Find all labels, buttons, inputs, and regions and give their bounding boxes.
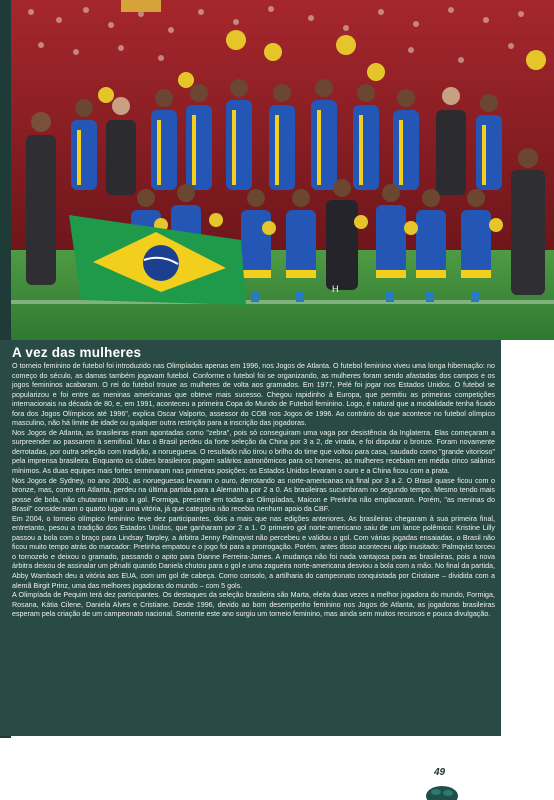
publisher-logo-icon (424, 780, 460, 800)
article-paragraph-2: Nos Jogos de Atlanta, as brasileiras eram apontadas como "zebra", pois só conseguiram uma vaga por desistência da Inglaterra. Elas começaram a surpreender ao passarem à semifinal. Mas o Brasil perdeu da forte seleção da China por 3 a 2, de virada, e foi disputar o bronze. Foram novamente derrotadas, por outra seleção com tradição, a norueguesa. O resultado não tirou o brilho do time que voltou para casa, saudado como "grande vitorioso" pela imprensa brasileira. Enquanto os clubes brasileiros pagam salários astronômicos para os homens, as mulheres recebiam em média cinco salários mínimos. As duas equipes mais fortes terminaram nas primeiras posições: os Estados Unidos levaram o ouro e a China ficou com a prata. (12, 428, 495, 476)
article-paragraph-3: Nos Jogos de Sydney, no ano 2000, as norueguesas levaram o ouro, derrotando as norte-americanas na final por 3 a 2. O Brasil quase ficou com o bronze, mas, como em Atlanta, perdeu na última partida para a Alemanha por 2 a 0. As brasileiras sucumbiram no segundo tempo. Mesmo tendo mais posse de bola, não chutaram muito a gol. Formiga, presente em todas as Olimpíadas, Maicon e Pretinha não emplacaram. Porém, "as meninas do Brasil" consideraram o quarto lugar uma vitória, já que categoria não recebia nenhum apoio da CBF. (12, 476, 495, 514)
article-paragraph-5: A Olimpíada de Pequim terá dez participantes. Os destaques da seleção brasileira são Marta, eleita duas vezes a melhor jogadora do mundo, Formiga, Rosana, Kátia Cilene, Daniela Alves e Cristiane. Desde 1996, devido ao bom desempenho feminino nos Jogos de Atlanta, as jogadoras brasileiras esperam pela criação de um campeonato nacional. Somente este ano surgiu um torneio feminino, mas ainda sem muitos recursos e pouca divulgação. (12, 591, 495, 619)
article-panel (0, 340, 501, 736)
article-heading: A vez das mulheres (12, 345, 142, 360)
article-paragraph-4: Em 2004, o torneio olímpico feminino teve dez participantes, dois a mais que nas edições anteriores. As brasileiras chegaram à sua primeira final, entretanto, pesou a tradição dos Estados Unidos, que ganharam por 2 a 1. O primeiro gol norte-americano saiu de um lance polêmico: Kristine Lilly passou a bola com o braço para Lindsay Tarpley, a árbitra Jenny Palmqvist não percebeu e validou o gol. Com várias jogadas ensaiadas, o Brasil não ficou muito tempo atrás do marcador: Pretinha empatou e o jogo foi para a prorrogação. Porém, antes disso aconteceu algo inusitado: Palmqvist torceu o tornozelo e deixou o gramado, passando o apito para Dianne Ferreira-James. A mudança não foi nada vantajosa para as brasileiras, pois a nova árbitra deixou de assinalar um pênalti quando Daniela chutou para o gol e uma zagueira norte-americana desviou a bola com a mão. No final da partida, Abby Wambach deu a vitória aos EUA, com um gol de cabeça. Como consolo, a artilharia do campeonato conquistada por Cristiane – dividida com a alemã Birgit Prinz, uma das melhores jogadoras do mundo – com 5 gols. (12, 514, 495, 590)
page-number: 49 (434, 767, 446, 778)
olympic-banner (121, 0, 161, 12)
article-paragraph-1: O torneio feminino de futebol foi introduzido nas Olimpíadas apenas em 1996, nos Jogos de Atlanta. O futebol feminino viveu uma longa hibernação: no começo do século, as damas também jogavam futebol. Conforme o futebol foi se organizando, as mulheres foram sendo afastadas dos campos e os jogos femininos acabaram. O rei do futebol trouxe as mulheres de volta aos gramados. Em 1977, Pelé foi jogar nos Estados Unidos. O futebol se popularizou e foi entre as meninas americanas que obteve mais sucesso. Chegou rapidinho à Europa, que permitiu as primeiras competições internacionais na década de 80, e, em 1991, aconteceu a primeira Copa do Mundo de Futebol feminino. Logo, é natural que a modalidade tenha ficado fora dos Jogos Olímpicos até 1996", explica Oscar Valporto, assessor do COB nos Jogos de 1996. Ao contrário do que acontece no futebol olímpico masculino, não há limite de idade ou qualquer outra restrição para a inscrição das jogadoras. (12, 362, 495, 428)
team-photo (11, 0, 554, 340)
banner-letter: H (332, 284, 339, 294)
team-photo-illustration (11, 0, 554, 340)
